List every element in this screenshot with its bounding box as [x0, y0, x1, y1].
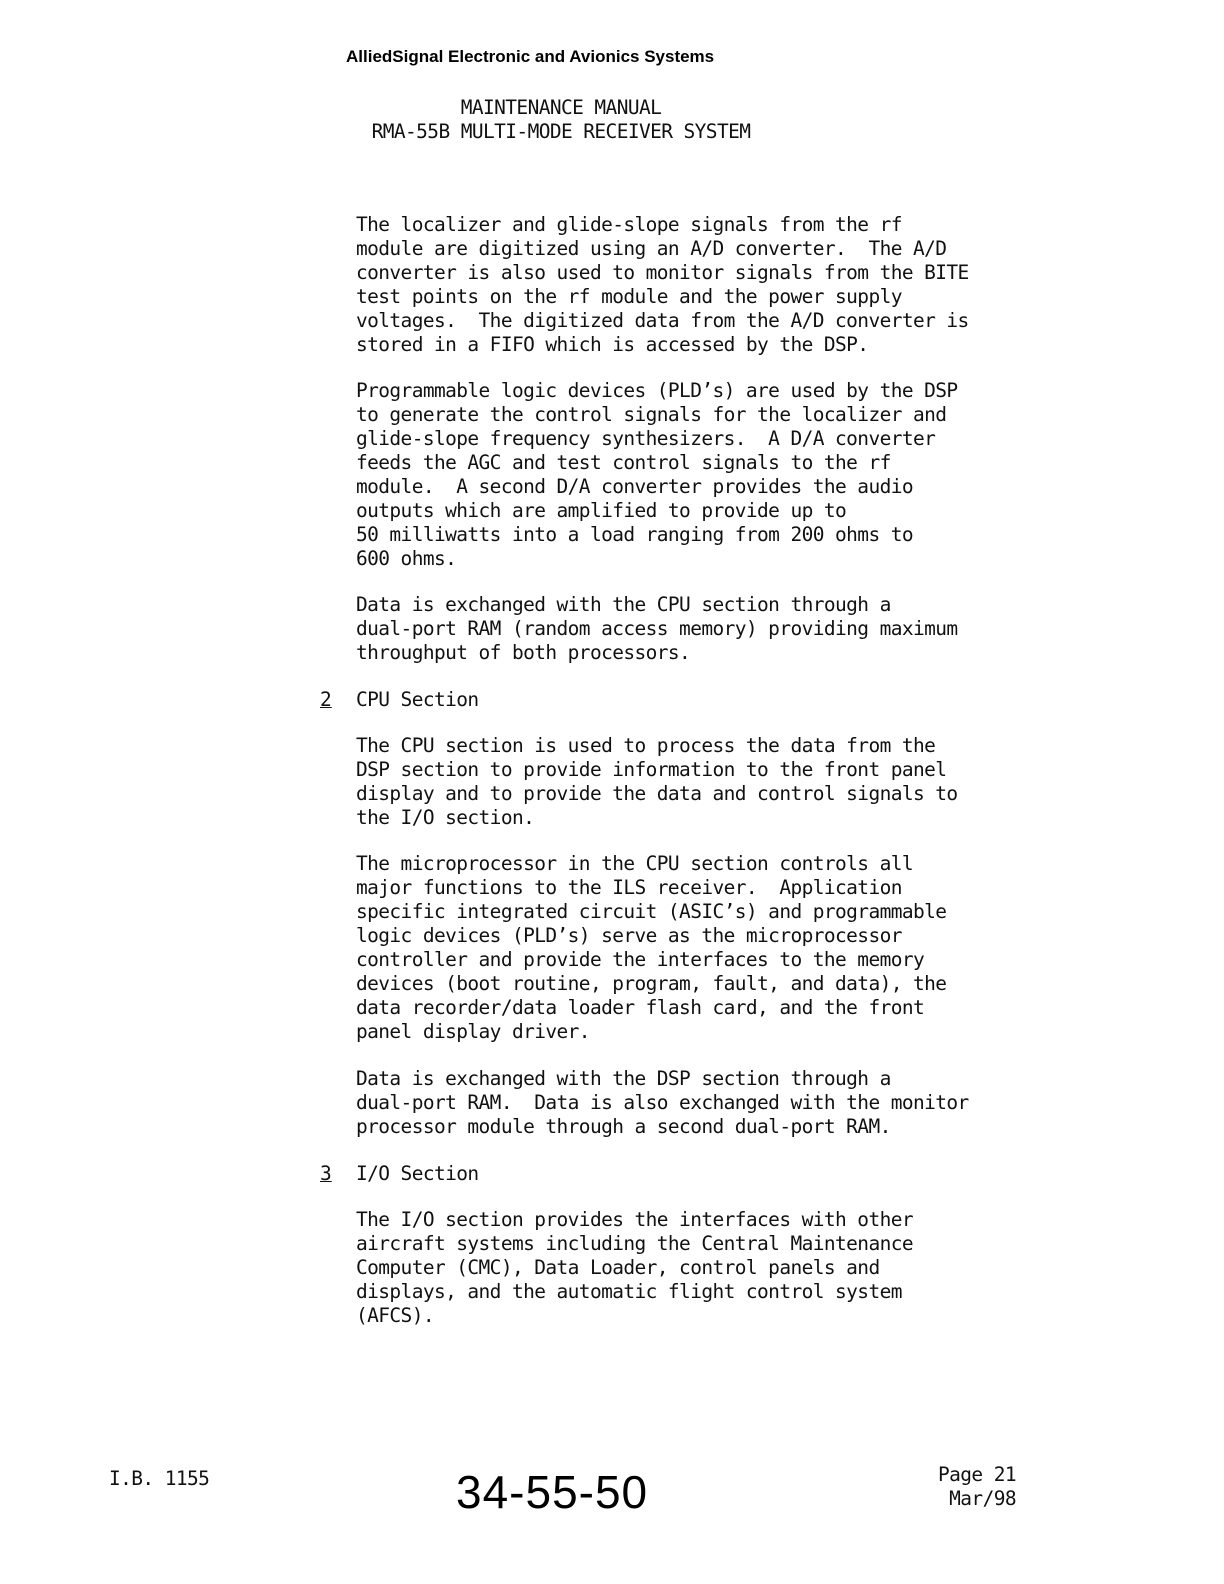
page-info — [930, 1463, 1016, 1511]
revision-date: Mar/98 — [949, 1487, 1016, 1510]
paragraph-pld: Programmable logic devices (PLD’s) are used by the DSP to generate the control signals for the localizer and glide-slope frequency synthesizers. A D/A converter feeds the AGC and test control signals to the rf module. A second D/A converter provides the audio outputs which are amplified to provide up to 50 milliwatts into a load ranging from 200 ohms to 600 ohms. — [356, 379, 958, 570]
section-2-number: 2 — [320, 688, 332, 711]
io-paragraph-1: The I/O section provides the interfaces with other aircraft systems including the Central Maintenance Computer (CMC), Data Loader, control panels and displays, and the automatic flight control system (AFCS). — [356, 1208, 913, 1327]
paragraph-adc: The localizer and glide-slope signals from the rf module are digitized using an A/D converter. The A/D converter is also used to monitor signals from the BITE test points on the rf module and the power supply voltages. The digitized data from the A/D converter is stored in a FIFO which is accessed by the DSP. — [356, 213, 969, 356]
document-id: I.B. 1155 — [109, 1467, 210, 1490]
section-3-number: 3 — [320, 1162, 332, 1185]
company-header: AlliedSignal Electronic and Avionics Systems — [346, 47, 715, 66]
cpu-paragraph-2: The microprocessor in the CPU section controls all major functions to the ILS receiver. Application specific integrated circuit (ASIC’s) and programmable logic devices (PLD’s) serve as the microprocessor controller and provide the interfaces to the memory devices (boot routine, program, fault, and data), the data recorder/data loader flash card, and the front panel display driver. — [356, 852, 947, 1043]
manual-title-line2: RMA-55B MULTI-MODE RECEIVER SYSTEM — [371, 120, 751, 143]
cpu-paragraph-1: The CPU section is used to process the data from the DSP section to provide information to the front panel display and to provide the data and control signals to the I/O section. — [356, 734, 958, 829]
manual-title — [356, 96, 766, 144]
section-2-title: CPU Section — [356, 688, 479, 711]
cpu-paragraph-3: Data is exchanged with the DSP section through a dual-port RAM. Data is also exchanged with the monitor processor module through a second dual-port RAM. — [356, 1067, 969, 1138]
paragraph-dualport: Data is exchanged with the CPU section through a dual-port RAM (random access memory) providing maximum throughput of both processors. — [356, 593, 958, 664]
page-number: Page 21 — [938, 1463, 1016, 1486]
chapter-number: 34-55-50 — [456, 1466, 649, 1518]
section-3-title: I/O Section — [356, 1162, 479, 1185]
manual-title-line1: MAINTENANCE MANUAL — [460, 96, 662, 119]
